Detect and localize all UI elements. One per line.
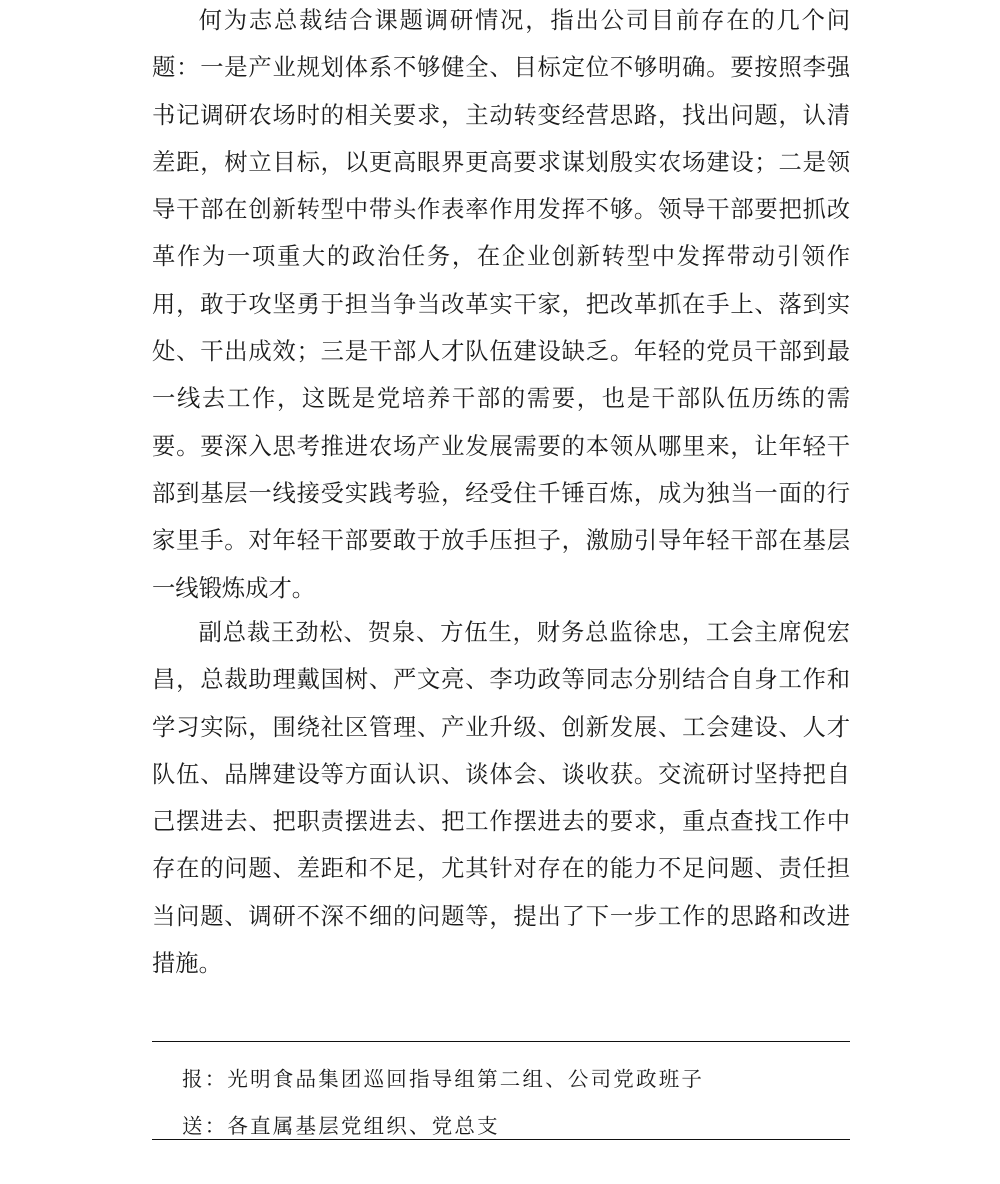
- send-to-line: [182, 1109, 500, 1139]
- distribution-top-rule: [152, 1041, 850, 1042]
- report-to-line: [182, 1062, 704, 1092]
- send-label: 送：: [182, 1114, 228, 1138]
- report-label: 报：: [182, 1067, 228, 1091]
- distribution-bottom-rule: [152, 1139, 850, 1140]
- send-recipients: 各直属基层党组织、党总支: [227, 1114, 500, 1138]
- report-recipients: 光明食品集团巡回指导组第二组、公司党政班子: [227, 1067, 705, 1091]
- paragraph-discussion: 副总裁王劲松、贺泉、方伍生，财务总监徐忠，工会主席倪宏昌，总裁助理戴国树、严文亮、李功政等同志分别结合自身工作和学习实际，围绕社区管理、产业升级、创新发展、工会建设、人才队伍、品牌建设等方面认识、谈体会、谈收获。交流研讨坚持把自己摆进去、把职责摆进去、把工作摆进去的要求，重点查找工作中存在的问题、差距和不足，尤其针对存在的能力不足问题、责任担当问题、调研不深不细的问题等，提出了下一步工作的思路和改进措施。: [152, 619, 850, 978]
- paragraph-problems: 何为志总裁结合课题调研情况，指出公司目前存在的几个问题：一是产业规划体系不够健全、目标定位不够明确。要按照李强书记调研农场时的相关要求，主动转变经营思路，找出问题，认清差距，树立目标，以更高眼界更高要求谋划殷实农场建设；二是领导干部在创新转型中带头作表率作用发挥不够。领导干部要把抓改革作为一项重大的政治任务，在企业创新转型中发挥带动引领作用，敢于攻坚勇于担当争当改革实干家，把改革抓在手上、落到实处、干出成效；三是干部人才队伍建设缺乏。年轻的党员干部到最一线去工作，这既是党培养干部的需要，也是干部队伍历练的需要。要深入思考推进农场产业发展需要的本领从哪里来，让年轻干部到基层一线接受实践考验，经受住千锤百炼，成为独当一面的行家里手。对年轻干部要敢于放手压担子，激励引导年轻干部在基层一线锻炼成才。: [152, 7, 850, 602]
